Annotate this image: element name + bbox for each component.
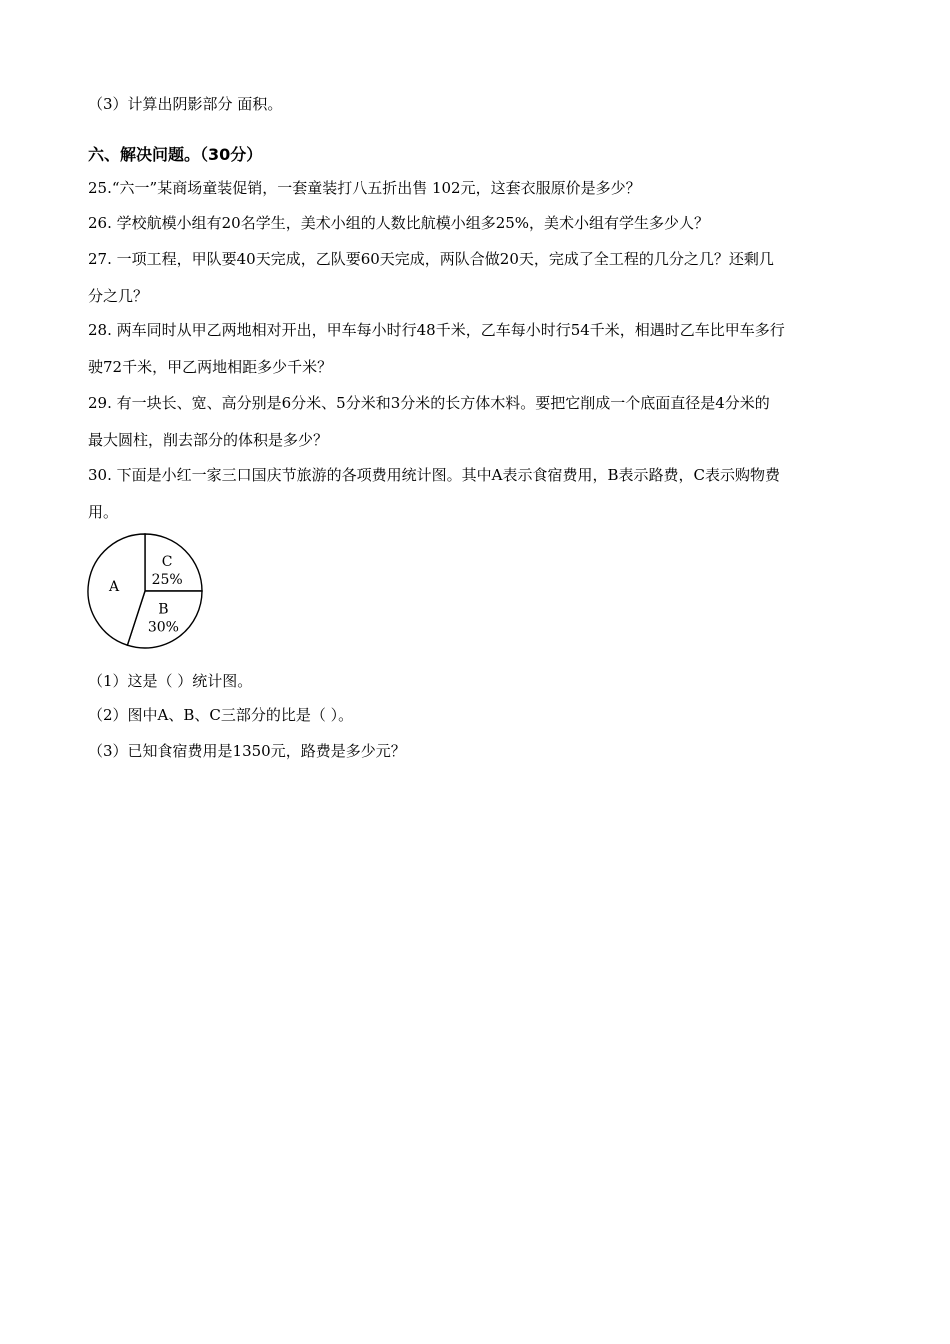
question-26: 26. 学校航模小组有20名学生，美术小组的人数比航模小组多25%，美术小组有学生多少人？ bbox=[88, 214, 710, 232]
section-title: 六、解决问题。（30分） bbox=[88, 145, 263, 164]
question-29-line1: 29. 有一块长、宽、高分别是6分米、5分米和3分米的长方体木料。要把它削成一个底面直径是4分米的 bbox=[88, 394, 770, 412]
pie-label-B: B bbox=[158, 601, 169, 618]
expense-pie-chart bbox=[85, 531, 205, 651]
question-28-line1: 28. 两车同时从甲乙两地相对开出，甲车每小时行48千米，乙车每小时行54千米，相遇时乙车比甲车多行 bbox=[88, 321, 785, 339]
question-29-line2: 最大圆柱，削去部分的体积是多少？ bbox=[88, 431, 329, 449]
question-27-line2: 分之几？ bbox=[88, 287, 149, 305]
question-25: 25.“六一”某商场童装促销，一套童装打八五折出售 102元，这套衣服原价是多少？ bbox=[88, 179, 641, 197]
top-item: （3）计算出阴影部分 面积。 bbox=[88, 95, 283, 113]
subquestion-1: （1）这是（ ）统计图。 bbox=[88, 672, 253, 690]
pie-label-A: A bbox=[108, 579, 120, 596]
question-30-line1: 30. 下面是小红一家三口国庆节旅游的各项费用统计图。其中A表示食宿费用，B表示路费，C表示购物费 bbox=[88, 466, 780, 484]
pie-percent-B: 30% bbox=[147, 619, 179, 636]
pie-label-C: C bbox=[161, 553, 173, 570]
subquestion-3: （3）已知食宿费用是1350元，路费是多少元？ bbox=[88, 742, 406, 760]
pie-percent-C: 25% bbox=[151, 571, 183, 588]
question-30-line2: 用。 bbox=[88, 503, 119, 521]
question-28-line2: 驶72千米，甲乙两地相距多少千米？ bbox=[88, 358, 333, 376]
question-27-line1: 27. 一项工程，甲队要40天完成，乙队要60天完成，两队合做20天，完成了全工程的几分之几？还剩几 bbox=[88, 250, 774, 268]
subquestion-2: （2）图中A、B、C三部分的比是（ ）。 bbox=[88, 706, 354, 724]
